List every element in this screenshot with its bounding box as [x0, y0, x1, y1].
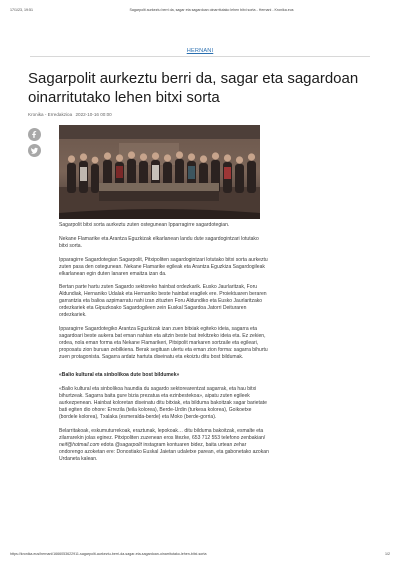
print-url: https://kronika.eus/hernani/1666053622911-sagarpolit-aurkeztu-berri-da-sagar-eta-sagardoan-oinarritutako-lehen-bitxi-sorta: [10, 552, 207, 556]
print-page-number: 1/2: [385, 552, 390, 556]
section-tag: [0, 48, 400, 54]
article-photo: [59, 125, 260, 219]
article-subheading: «Balio kultural eta sinbolikoa dute bost bildumek»: [59, 371, 180, 378]
article-body: [59, 222, 269, 469]
print-footer: [10, 550, 390, 558]
article-paragraph: Nekane Flamarike eta Arantza Eguzkizak elkarlanean landu dute sagardogintzari lotutako bitxi sorta.: [59, 236, 259, 250]
article-paragraph: «Balio kultural eta sinbolikoa haundia du sagardo sektorearentzat sagarrak, eta hau bitxi bihurtzeak. Sagarra baita gure bizia prezatua eta ezinbestekoa», aipatu zuten egileek aurkezpenean. Hainbat koloretan diseinatu ditu bitxiak, eta bilduma bakoitzak sagar barietate bati egiten dio ohore: Errezila (teila kolorea), Berde-Urdin (turkesa kolorea), Goikoetxe (bordele kolorea), Txalaka (esmeralda-berde) eta Moko (berde-gorria).: [59, 385, 267, 421]
article-paragraph: Bertan parte hartu zuten Sagardo sektoreko hainbat ordezkarik. Eusko Jaurlaritzak, Foru Aldundiak, Hernaniko Udalak eta Hernaniko beste hainbat eragilek ere. Proiektuaren beraren garrantzia eta balioa azpimarratu nahi izan zituzten Foru Aldundiko eta Eusko Jaurlaritzako ordezkariek eta Gipuzkoako Sagardogileen zein Euskal Sagardoa Jatorri Deituraren ordezkariek.: [59, 284, 267, 319]
instagram-handle: @sagarpolit: [114, 441, 142, 448]
article-paragraph: Ipparagirre Sagardotegiko Arantza Eguzkizak izan zuen bitxiak egiteko ideia, sagarra eta sagardoari beste aukera bat eman nahian eta aitzin beste bat irekitzeko ideia eta. Ez zekien, ordea, nola eman forma eta Nekane Flamarikeri, Pitxipolit markaren sortzaile eta egileari, proposatu zion buruan zebilkiena. Berak segituan ulertu eta eman zion forma: sagarra bihurtu zuen protagonista. Sagarra ardatz hartuta diseinatu eta ekoiztu ditu bost bildumak.: [59, 325, 268, 360]
section-divider: [30, 56, 370, 57]
section-link-hernani[interactable]: HERNANI: [186, 48, 214, 54]
article-headline: Sagarpolit aurkeztu berri da, sagar eta sagardoan oinarritutako lehen bitxi sorta: [28, 70, 359, 106]
byline-author: Kronika - Erredakzioa: [28, 112, 73, 117]
photo-caption: Sagarpolit bitxi sorta aurkeztu zuten ostegunean Ipparragirre sagardotegian.: [59, 222, 230, 228]
print-header: [10, 6, 390, 14]
print-page-title: Sagarpolit aurkeztu berri da, sagar eta sagardoan oinarritutako lehen bitxi sorta - Hernani - Kronika.eus: [129, 8, 294, 12]
twitter-share-button[interactable]: [28, 144, 41, 157]
facebook-share-button[interactable]: [28, 128, 41, 141]
article-paragraph: Ipparagirre Sagardotegian Sagarpolit, Pitxipoliten sagardogintzari lotutako bitxi sorta aurkeztu zuten pasa den ostegunean. Nekane Flamarike egileak eta Arantza Eguzkiza Sagardogileak elkarlanean egin duten lanaren emaitza izan da.: [59, 256, 268, 277]
print-datetime: 17/1/23, 19:51: [10, 8, 33, 12]
contact-email: neif@hotmail.com: [59, 441, 100, 448]
twitter-icon: [31, 147, 38, 154]
facebook-icon: [31, 131, 38, 138]
byline-date: 2022-10-16 00:00: [75, 112, 112, 117]
article-paragraph: Belarritakoak, eskumuturrekoak, eraztunak, lepokoak… ditu bilduma bakoitzak, esmalte eta zilarrarekin jolas eginez. Pitxipoliten zuzenean eros litezke, 653 712 553 telefono zenbakian/ neif@hotmail.com edota @sagarpolit instagram kontuaren bidez, baita urtean zehar ondorengo azoketan ere: Donostiako Euskal Jaietan udaletxe parean, eta gabonetako azokan Urdaneta kalean.: [59, 427, 269, 462]
article-byline: [28, 112, 112, 117]
